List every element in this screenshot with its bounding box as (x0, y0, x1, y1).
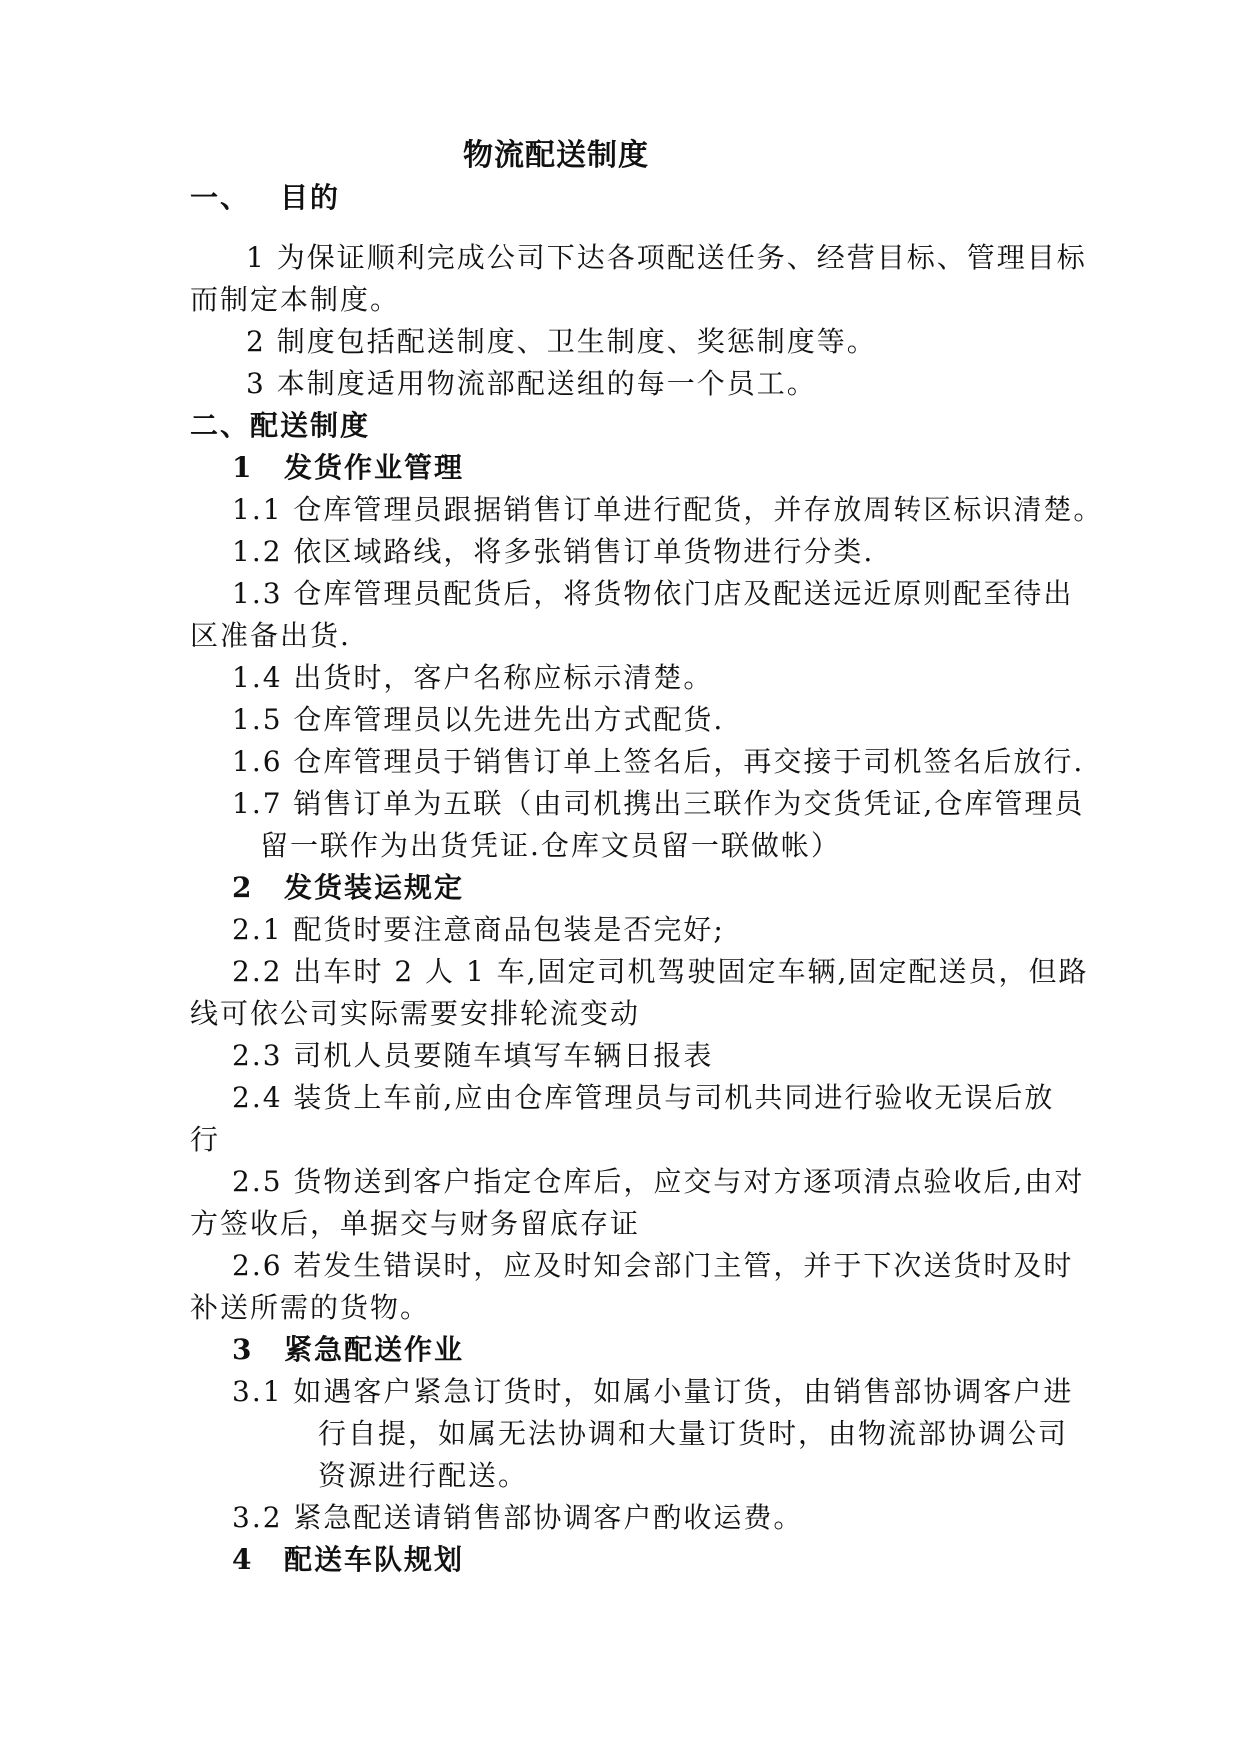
section-1-heading (190, 178, 340, 218)
section-2-heading: 二、配送制度 (190, 409, 371, 442)
item-2-2: 2.2 出车时 2 人 1 车,固定司机驾驶固定车辆,固定配送员，但路 (232, 955, 1089, 988)
item-2-1: 2.1 配货时要注意商品包装是否完好; (232, 913, 725, 946)
subsection-3-number: 3 (232, 1333, 254, 1366)
document-title: 物流配送制度 (463, 138, 649, 173)
item-1-3-cont: 区准备出货. (190, 619, 351, 652)
section-1-title: 目的 (280, 181, 341, 214)
subsection-1-heading (232, 448, 464, 488)
subsection-2-heading (232, 868, 464, 908)
subsection-3-heading (232, 1330, 464, 1370)
item-2-4: 2.4 装货上车前,应由仓库管理员与司机共同进行验收无误后放 (232, 1081, 1055, 1114)
subsection-4-title: 配送车队规划 (284, 1543, 465, 1576)
item-1-2: 1.2 依区域路线，将多张销售订单货物进行分类. (232, 535, 875, 568)
item-2-2-cont: 线可依公司实际需要安排轮流变动 (190, 997, 641, 1030)
item-3-1-cont-2: 资源进行配送。 (318, 1459, 529, 1492)
subsection-2-title: 发货装运规定 (284, 871, 465, 904)
item-2-5-cont: 方签收后，单据交与财务留底存证 (190, 1207, 641, 1240)
item-2-5: 2.5 货物送到客户指定仓库后，应交与对方逐项清点验收后,由对 (232, 1165, 1085, 1198)
paragraph-1-1: 1 为保证顺利完成公司下达各项配送任务、经营目标、管理目标 (246, 241, 1087, 274)
subsection-2-number: 2 (232, 871, 254, 904)
item-1-5: 1.5 仓库管理员以先进先出方式配货. (232, 703, 725, 736)
item-1-6: 1.6 仓库管理员于销售订单上签名后，再交接于司机签名后放行. (232, 745, 1085, 778)
item-1-4: 1.4 出货时，客户名称应标示清楚。 (232, 661, 714, 694)
item-1-7: 1.7 销售订单为五联（由司机携出三联作为交货凭证,仓库管理员 (232, 787, 1085, 820)
item-3-1: 3.1 如遇客户紧急订货时，如属小量订货，由销售部协调客户进 (232, 1375, 1074, 1408)
item-2-4-cont: 行 (190, 1123, 221, 1156)
item-2-6-cont: 补送所需的货物。 (190, 1291, 431, 1324)
paragraph-1-1-cont: 而制定本制度。 (190, 283, 401, 316)
section-1-number: 一、 (190, 181, 251, 214)
subsection-1-number: 1 (232, 451, 254, 484)
item-1-3: 1.3 仓库管理员配货后，将货物依门店及配送远近原则配至待出 (232, 577, 1074, 610)
item-3-2: 3.2 紧急配送请销售部协调客户酌收运费。 (232, 1501, 804, 1534)
item-2-6: 2.6 若发生错误时，应及时知会部门主管，并于下次送货时及时 (232, 1249, 1074, 1282)
item-3-1-cont-1: 行自提，如属无法协调和大量订货时，由物流部协调公司 (318, 1417, 1069, 1450)
subsection-1-title: 发货作业管理 (284, 451, 465, 484)
item-1-1: 1.1 仓库管理员跟据销售订单进行配货，并存放周转区标识清楚。 (232, 493, 1104, 526)
item-2-3: 2.3 司机人员要随车填写车辆日报表 (232, 1039, 714, 1072)
subsection-4-heading (232, 1540, 464, 1580)
paragraph-1-2: 2 制度包括配送制度、卫生制度、奖惩制度等。 (246, 325, 877, 358)
subsection-4-number: 4 (232, 1543, 254, 1576)
paragraph-1-3: 3 本制度适用物流部配送组的每一个员工。 (246, 367, 817, 400)
item-1-7-cont: 留一联作为出货凭证.仓库文员留一联做帐） (260, 829, 841, 862)
subsection-3-title: 紧急配送作业 (284, 1333, 465, 1366)
